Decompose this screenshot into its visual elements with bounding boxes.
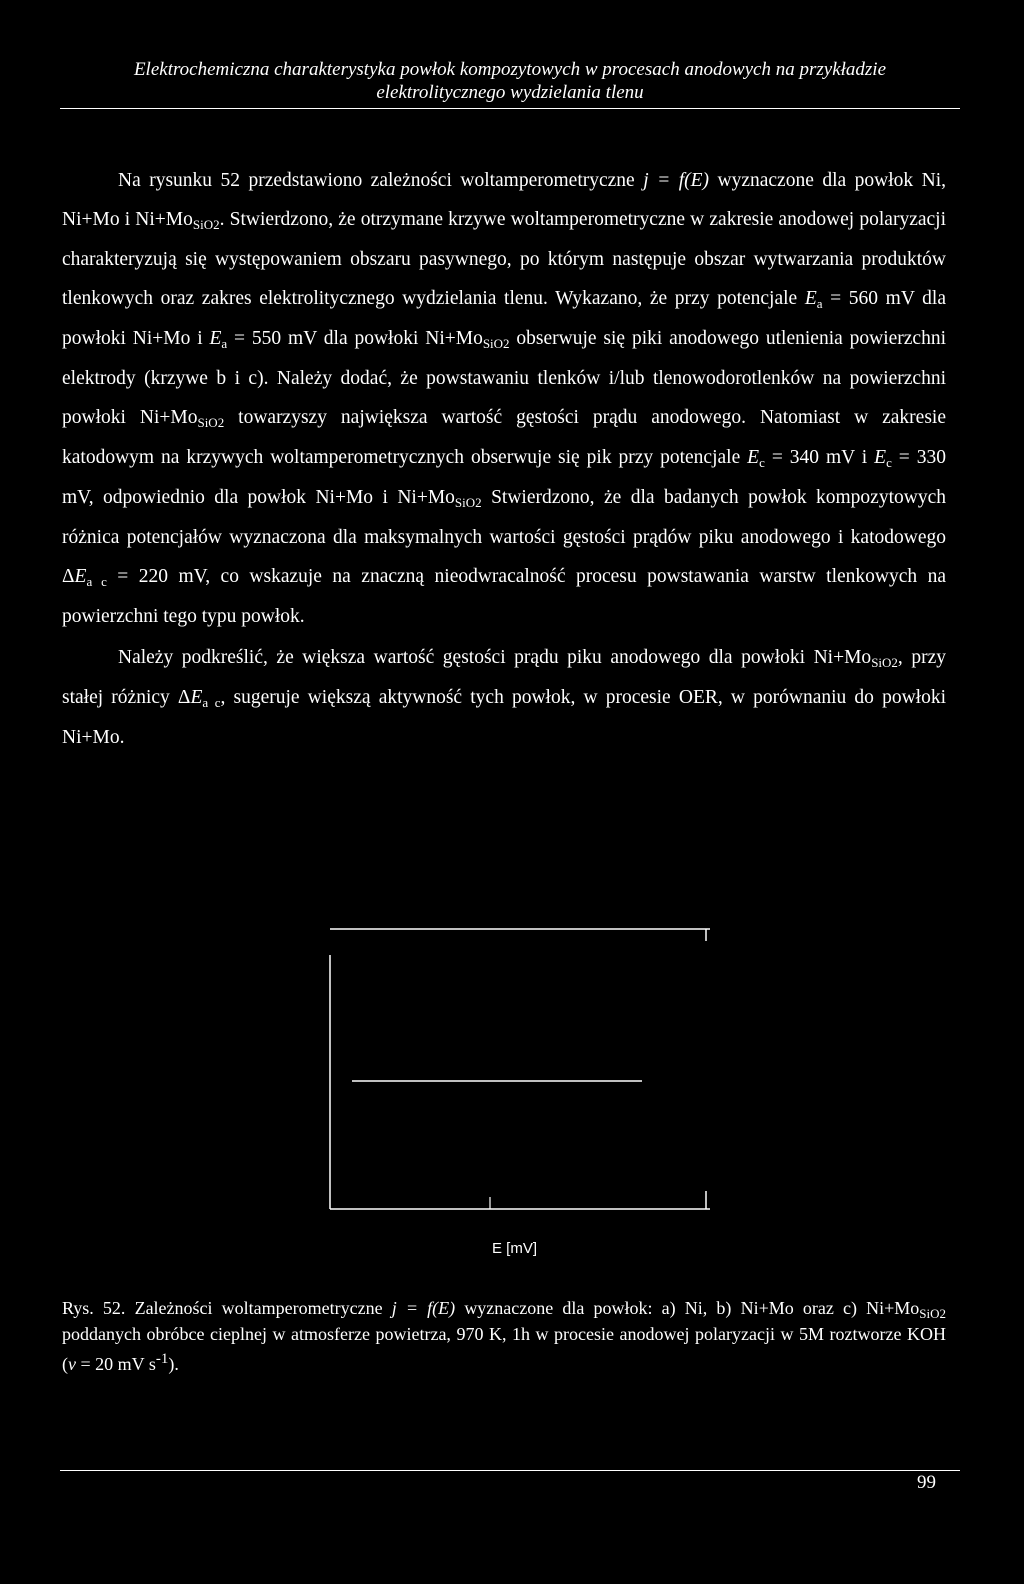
- x-axis-label: E [mV]: [492, 1240, 538, 1257]
- sio2-subscript: SiO2: [454, 495, 482, 510]
- p1-text-a: Na rysunku 52 przedstawiono zależności woltamperometryczne: [118, 170, 644, 191]
- p1-text-b: wyznaczone dla powłok Ni, Ni+Mo i Ni+Mo: [62, 170, 946, 230]
- p1-text-h: = 340 mV i: [764, 447, 875, 468]
- p1-formula-jfe: j = f(E): [643, 170, 710, 191]
- subscript-a: a: [221, 336, 228, 351]
- subscript-c: c: [886, 455, 892, 470]
- footer-rule: [60, 1470, 960, 1471]
- caption-sio2-subscript: SiO2: [919, 1306, 946, 1321]
- caption-text-d: = 20 mV s: [76, 1354, 156, 1374]
- paragraph-1: [62, 161, 946, 636]
- page-number: 99: [917, 1472, 936, 1493]
- p2-text-a: Należy podkreślić, że większa wartość gęstości prądu piku anodowego dla powłoki Ni+Mo: [118, 647, 872, 668]
- sio2-subscript: SiO2: [871, 655, 898, 670]
- symbol-e: E: [747, 447, 760, 468]
- symbol-e: E: [874, 447, 887, 468]
- p1-text-k: = 220 mV, co wskazuje na znaczną nieodwracalność procesu powstawania warstw tlenkowych na powierzchni tego typu powłok.: [62, 566, 946, 627]
- caption-text-e: ).: [168, 1354, 179, 1374]
- caption-superscript: -1: [155, 1351, 169, 1367]
- p1-text-j: Stwierdzono, że dla badanych powłok kompozytowych różnica potencjałów wyznaczona dla maksymalnych wartości gęstości prądów piku anodowego i katodowego Δ: [62, 487, 946, 587]
- p1-text-f: obserwuje się piki anodowego utlenienia powierzchni elektrody (krzywe b i c). Należy dodać, że powstawaniu tlenków i/lub tlenowodorotlenków na powierzchni powłoki Ni+Mo: [62, 328, 947, 428]
- sio2-subscript: SiO2: [192, 217, 220, 232]
- paragraph-2: [62, 638, 946, 757]
- caption-text-c: poddanych obróbce cieplnej w atmosferze powietrza, 970 K, 1h w procesie anodowej polaryzacji w 5M roztworze KOH (: [62, 1324, 946, 1374]
- p1-text-g: towarzyszy największa wartość gęstości prądu anodowego. Natomiast w zakresie katodowym na krzywych woltamperometrycznych obserwuje się pik przy potencjale: [62, 407, 946, 468]
- subscript-ac: a c: [86, 574, 107, 589]
- header-rule: [60, 108, 960, 109]
- p1-text-e: = 550 mV dla powłoki Ni+Mo: [227, 328, 483, 349]
- symbol-e: E: [190, 687, 203, 708]
- caption-formula-jfe: j = f(E): [391, 1298, 456, 1318]
- caption-text-a: Rys. 52. Zależności woltamperometryczne: [62, 1298, 392, 1318]
- body-text: [62, 161, 946, 757]
- subscript-a: a: [816, 296, 823, 311]
- caption-symbol-v: v: [68, 1354, 76, 1374]
- symbol-e: E: [74, 566, 87, 587]
- header-title-line1: Elektrochemiczna charakterystyka powłok kompozytowych w procesach anodowych na przykładzie: [133, 59, 887, 80]
- p1-text-d: = 560 mV dla powłoki Ni+Mo i: [62, 288, 947, 349]
- p1-text-c: . Stwierdzono, że otrzymane krzywe woltamperometryczne w zakresie anodowej polaryzacji charakteryzują się występowaniem obszaru pasywnego, po którym następuje obszar wytwarzania produktów tlenkowych oraz zakres elektrolitycznego wydzielania tlenu. Wykazano, że przy potencjale: [62, 209, 946, 309]
- symbol-e: E: [804, 288, 817, 309]
- figure-caption: [62, 1296, 946, 1377]
- p2-text-c: , sugeruje większą aktywność tych powłok, w procesie OER, w porównaniu do powłoki Ni+Mo.: [62, 687, 947, 748]
- sio2-subscript: SiO2: [482, 336, 510, 351]
- figure-plot: [326, 925, 712, 1217]
- caption-text-b: wyznaczone dla powłok: a) Ni, b) Ni+Mo oraz c) Ni+Mo: [455, 1298, 920, 1318]
- header-title-line2: elektrolitycznego wydzielania tlenu: [376, 82, 644, 103]
- plot-frame: [326, 925, 712, 1217]
- p2-text-b: , przy stałej różnicy Δ: [62, 647, 946, 708]
- symbol-e: E: [209, 328, 222, 349]
- subscript-ac: a c: [202, 695, 221, 710]
- p1-text-i: = 330 mV, odpowiednio dla powłok Ni+Mo i Ni+Mo: [62, 447, 946, 508]
- sio2-subscript: SiO2: [197, 415, 225, 430]
- running-header: [60, 58, 960, 104]
- subscript-c: c: [759, 455, 765, 470]
